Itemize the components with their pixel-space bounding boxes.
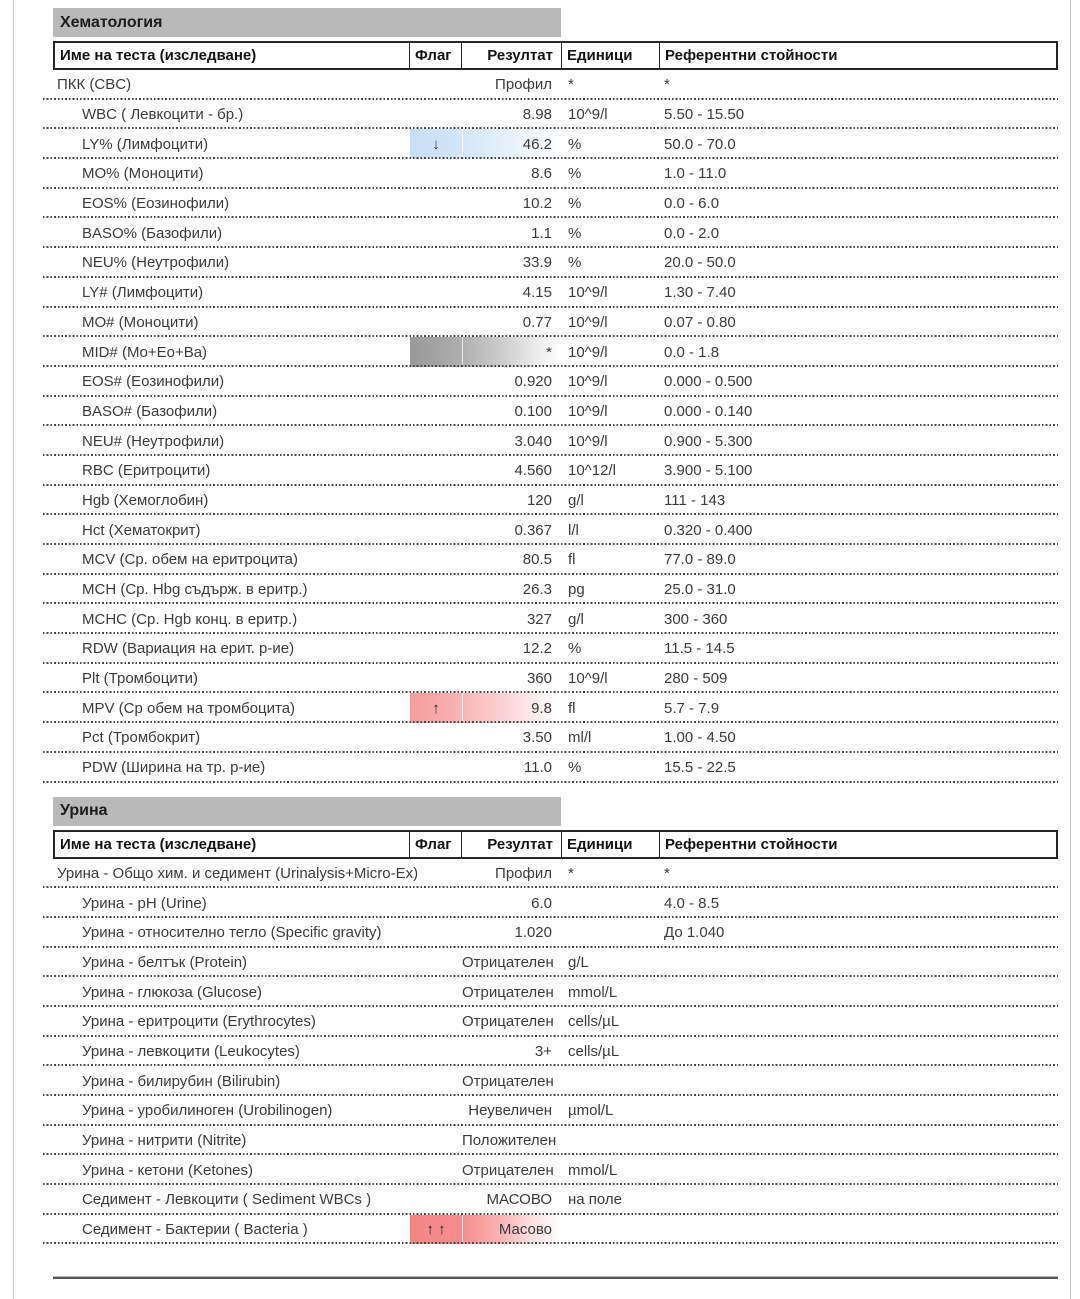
test-name: Урина - Общо хим. и седимент (Urinalysis+Micro-Ex) <box>57 864 419 882</box>
table-row <box>53 918 1058 948</box>
unit-value: 10^9/l <box>568 373 608 391</box>
reference-range: 300 - 360 <box>664 610 728 628</box>
test-name: Седимент - Левкоцити ( Sediment WBCs ) <box>82 1191 372 1209</box>
reference-range: 25.0 - 31.0 <box>664 581 736 599</box>
flag-arrow-icon: ↓ <box>432 135 440 153</box>
table-row <box>53 1066 1058 1096</box>
unit-value: % <box>568 254 582 272</box>
reference-range: 1.30 - 7.40 <box>664 284 736 302</box>
unit-value: % <box>568 759 582 777</box>
unit-value: g/l <box>568 491 584 509</box>
table-row <box>53 1096 1058 1126</box>
test-name: Урина - относително тегло (Specific gravity) <box>82 924 382 942</box>
test-name: EOS# (Еозинофили) <box>82 373 225 391</box>
reference-range: 0.0 - 1.8 <box>664 343 720 361</box>
result-value: 33.9 <box>522 254 552 272</box>
test-name: MCH (Ср. Hbg съдърж. в еритр.) <box>82 581 308 599</box>
reference-range: 1.00 - 4.50 <box>664 729 736 747</box>
table-row <box>53 426 1058 456</box>
reference-range: 11.5 - 14.5 <box>664 640 735 658</box>
page-edge-line-left <box>13 0 14 1299</box>
result-value: 0.367 <box>514 521 552 539</box>
result-value: Отрицателен <box>462 983 554 1001</box>
table-header-row <box>53 830 1058 859</box>
unit-value: * <box>568 864 574 882</box>
test-name: Hgb (Хемоглобин) <box>82 491 209 509</box>
unit-value: mmol/L <box>568 1161 618 1179</box>
section-title: Урина <box>60 802 108 819</box>
table-row <box>53 634 1058 664</box>
test-name: NEU# (Неутрофили) <box>82 432 225 450</box>
result-value: 8.98 <box>522 106 552 124</box>
result-value: 8.6 <box>531 165 552 183</box>
result-value: МАСОВО <box>486 1191 552 1209</box>
unit-value: * <box>568 76 574 94</box>
table-row <box>53 278 1058 308</box>
table-row <box>53 545 1058 575</box>
result-value: 3.040 <box>514 432 552 450</box>
test-name: ПКК (CBC) <box>57 76 132 94</box>
unit-value: µmol/L <box>568 1102 614 1120</box>
column-header-units: Единици <box>562 43 660 68</box>
column-header-result: Резултат <box>462 43 562 68</box>
reference-range: * <box>664 76 670 94</box>
result-value: 6.0 <box>531 894 552 912</box>
result-value: 46.2 <box>522 135 552 153</box>
result-value: 3+ <box>534 1042 552 1060</box>
test-name: Урина - кетони (Ketones) <box>82 1161 254 1179</box>
results-section-2 <box>53 797 1058 1245</box>
column-header-test-name: Име на теста (изследване) <box>55 832 410 857</box>
result-value: 11.0 <box>523 759 552 777</box>
test-name: Урина - глюкоза (Glucose) <box>82 983 262 1001</box>
test-name: Урина - билирубин (Bilirubin) <box>82 1072 281 1090</box>
lab-results-content <box>53 8 1058 1279</box>
table-row <box>53 308 1058 338</box>
test-name: MCV (Ср. обем на еритроцита) <box>82 551 299 569</box>
result-value: 0.77 <box>522 313 552 331</box>
table-row <box>53 129 1058 159</box>
result-value: 80.5 <box>522 551 552 569</box>
table-row <box>53 397 1058 427</box>
unit-value: % <box>568 165 582 183</box>
table-row <box>53 888 1058 918</box>
reference-range: 4.0 - 8.5 <box>664 894 720 912</box>
test-name: RDW (Вариация на ерит. р-ие) <box>82 640 295 658</box>
test-name: Урина - еритроцити (Erythrocytes) <box>82 1013 316 1031</box>
test-name: MCHC (Ср. Hgb конц. в еритр.) <box>82 610 298 628</box>
result-value: 0.100 <box>514 402 552 420</box>
table-row <box>53 575 1058 605</box>
test-name: Pct (Тромбокрит) <box>82 729 201 747</box>
result-value: 360 <box>526 670 552 688</box>
table-row <box>53 693 1058 723</box>
section-title-bar <box>53 797 561 826</box>
reference-range: 77.0 - 89.0 <box>664 551 736 569</box>
table-row <box>53 218 1058 248</box>
column-header-result: Резултат <box>462 832 562 857</box>
column-header-test-name: Име на теста (изследване) <box>55 43 410 68</box>
table-row <box>53 70 1058 100</box>
result-value: Отрицателен <box>462 1161 554 1179</box>
result-value: Профил <box>495 76 552 94</box>
table-row <box>53 664 1058 694</box>
reference-range: 15.5 - 22.5 <box>664 759 736 777</box>
table-row <box>53 159 1058 189</box>
result-value: 1.020 <box>514 924 552 942</box>
column-header-units: Единици <box>562 832 660 857</box>
test-name: MID# (Mo+Eo+Ba) <box>82 343 208 361</box>
section-title-bar <box>53 8 561 37</box>
table-row <box>53 948 1058 978</box>
bottom-divider <box>53 1276 1058 1279</box>
table-row <box>53 1215 1058 1245</box>
reference-range: 20.0 - 50.0 <box>664 254 736 272</box>
unit-value: pg <box>568 581 585 599</box>
unit-value: 10^9/l <box>568 284 608 302</box>
unit-value: 10^9/l <box>568 313 608 331</box>
reference-range: 3.900 - 5.100 <box>664 462 753 480</box>
table-row <box>53 337 1058 367</box>
table-row <box>53 456 1058 486</box>
unit-value: mmol/L <box>568 983 618 1001</box>
result-value: 26.3 <box>522 581 552 599</box>
unit-value: g/l <box>568 610 584 628</box>
table-header-row <box>53 41 1058 70</box>
result-value: Отрицателен <box>462 953 554 971</box>
result-value: 4.560 <box>514 462 552 480</box>
unit-value: % <box>568 640 582 658</box>
reference-range: 1.0 - 11.0 <box>664 165 727 183</box>
test-name: MO# (Моноцити) <box>82 313 199 331</box>
result-value: Положителен <box>462 1132 557 1150</box>
flag-arrow-icon: ↑ <box>432 699 440 717</box>
test-name: Седимент - Бактерии ( Bacteria ) <box>82 1221 308 1239</box>
result-value: 327 <box>526 610 552 628</box>
unit-value: 10^9/l <box>568 670 608 688</box>
result-value: * <box>546 343 552 361</box>
unit-value: 10^12/l <box>568 462 616 480</box>
result-value: Неувеличен <box>468 1102 552 1120</box>
flag-arrow-icon: ↑ ↑ <box>426 1221 446 1239</box>
unit-value: % <box>568 135 582 153</box>
unit-value: cells/µL <box>568 1042 620 1060</box>
results-section-1 <box>53 8 1058 783</box>
test-name: RBC (Еритроцити) <box>82 462 211 480</box>
table-row <box>53 1037 1058 1067</box>
reference-range: 5.50 - 15.50 <box>664 106 745 124</box>
column-header-reference: Референтни стойности <box>665 835 838 853</box>
unit-value: fl <box>568 551 576 569</box>
unit-value: ml/l <box>568 729 592 747</box>
unit-value: 10^9/l <box>568 343 608 361</box>
reference-range: 0.000 - 0.140 <box>664 402 753 420</box>
table-row <box>53 1007 1058 1037</box>
result-value: Отрицателен <box>462 1013 554 1031</box>
test-name: MO% (Моноцити) <box>82 165 204 183</box>
test-name: MPV (Ср обем на тромбоцита) <box>82 699 296 717</box>
test-name: LY% (Лимфоцити) <box>82 135 209 153</box>
test-name: PDW (Ширина на тр. р-ие) <box>82 759 266 777</box>
result-value: 9.8 <box>531 699 552 717</box>
test-name: Урина - нитрити (Nitrite) <box>82 1132 247 1150</box>
unit-value: % <box>568 224 582 242</box>
table-row <box>53 189 1058 219</box>
table-row <box>53 604 1058 634</box>
table-row <box>53 753 1058 783</box>
table-row <box>53 248 1058 278</box>
table-row <box>53 859 1058 889</box>
test-name: Урина - белтък (Protein) <box>82 953 248 971</box>
column-header-reference: Референтни стойности <box>665 47 838 64</box>
test-name: Hct (Хематокрит) <box>82 521 201 539</box>
reference-range: 0.900 - 5.300 <box>664 432 753 450</box>
reference-range: 0.0 - 2.0 <box>664 224 720 242</box>
table-row <box>53 100 1058 130</box>
result-value: 10.2 <box>522 195 552 213</box>
result-value: 120 <box>526 491 552 509</box>
test-name: Урина - pH (Urine) <box>82 894 207 912</box>
reference-range: 0.320 - 0.400 <box>664 521 753 539</box>
reference-range: 0.07 - 0.80 <box>664 313 736 331</box>
table-row <box>53 1185 1058 1215</box>
unit-value: % <box>568 195 582 213</box>
unit-value: 10^9/l <box>568 432 608 450</box>
result-value: 1.1 <box>531 224 552 242</box>
reference-range: 5.7 - 7.9 <box>664 699 720 717</box>
reference-range: 50.0 - 70.0 <box>664 135 736 153</box>
table-row <box>53 367 1058 397</box>
page-edge-line-right <box>1070 0 1071 1299</box>
table-body <box>53 70 1058 783</box>
test-name: BASO% (Базофили) <box>82 224 223 242</box>
unit-value: g/L <box>568 953 589 971</box>
table-row <box>53 1126 1058 1156</box>
table-row <box>53 977 1058 1007</box>
section-title: Хематология <box>60 13 163 31</box>
result-value: 4.15 <box>522 284 552 302</box>
result-value: Отрицателен <box>462 1072 554 1090</box>
reference-range: 0.0 - 6.0 <box>664 195 720 213</box>
test-name: WBC ( Левкоцити - бр.) <box>82 106 244 124</box>
test-name: BASO# (Базофили) <box>82 402 218 420</box>
result-value: Масово <box>498 1221 552 1239</box>
result-value: 12.2 <box>522 640 552 658</box>
unit-value: l/l <box>568 521 579 539</box>
test-name: NEU% (Неутрофили) <box>82 254 230 272</box>
test-name: Урина - левкоцити (Leukocytes) <box>82 1042 300 1060</box>
table-row <box>53 515 1058 545</box>
column-header-flag: Флаг <box>410 43 462 68</box>
result-value: Профил <box>495 864 552 882</box>
reference-range: 111 - 143 <box>664 491 726 509</box>
test-name: Plt (Тромбоцити) <box>82 670 198 688</box>
table-row <box>53 486 1058 516</box>
reference-range: До 1.040 <box>664 924 725 942</box>
reference-range: 280 - 509 <box>664 670 728 688</box>
unit-value: 10^9/l <box>568 106 608 124</box>
result-value: 0.920 <box>514 373 552 391</box>
table-row <box>53 723 1058 753</box>
reference-range: 0.000 - 0.500 <box>664 373 753 391</box>
table-body <box>53 859 1058 1245</box>
column-header-flag: Флаг <box>410 832 462 857</box>
unit-value: fl <box>568 699 576 717</box>
result-value: 3.50 <box>522 729 552 747</box>
unit-value: cells/µL <box>568 1013 620 1031</box>
unit-value: 10^9/l <box>568 402 608 420</box>
unit-value: на поле <box>568 1191 623 1209</box>
reference-range: * <box>664 864 670 882</box>
test-name: Урина - уробилиноген (Urobilinogen) <box>82 1102 333 1120</box>
table-row <box>53 1155 1058 1185</box>
test-name: LY# (Лимфоцити) <box>82 284 204 302</box>
test-name: EOS% (Еозинофили) <box>82 195 230 213</box>
